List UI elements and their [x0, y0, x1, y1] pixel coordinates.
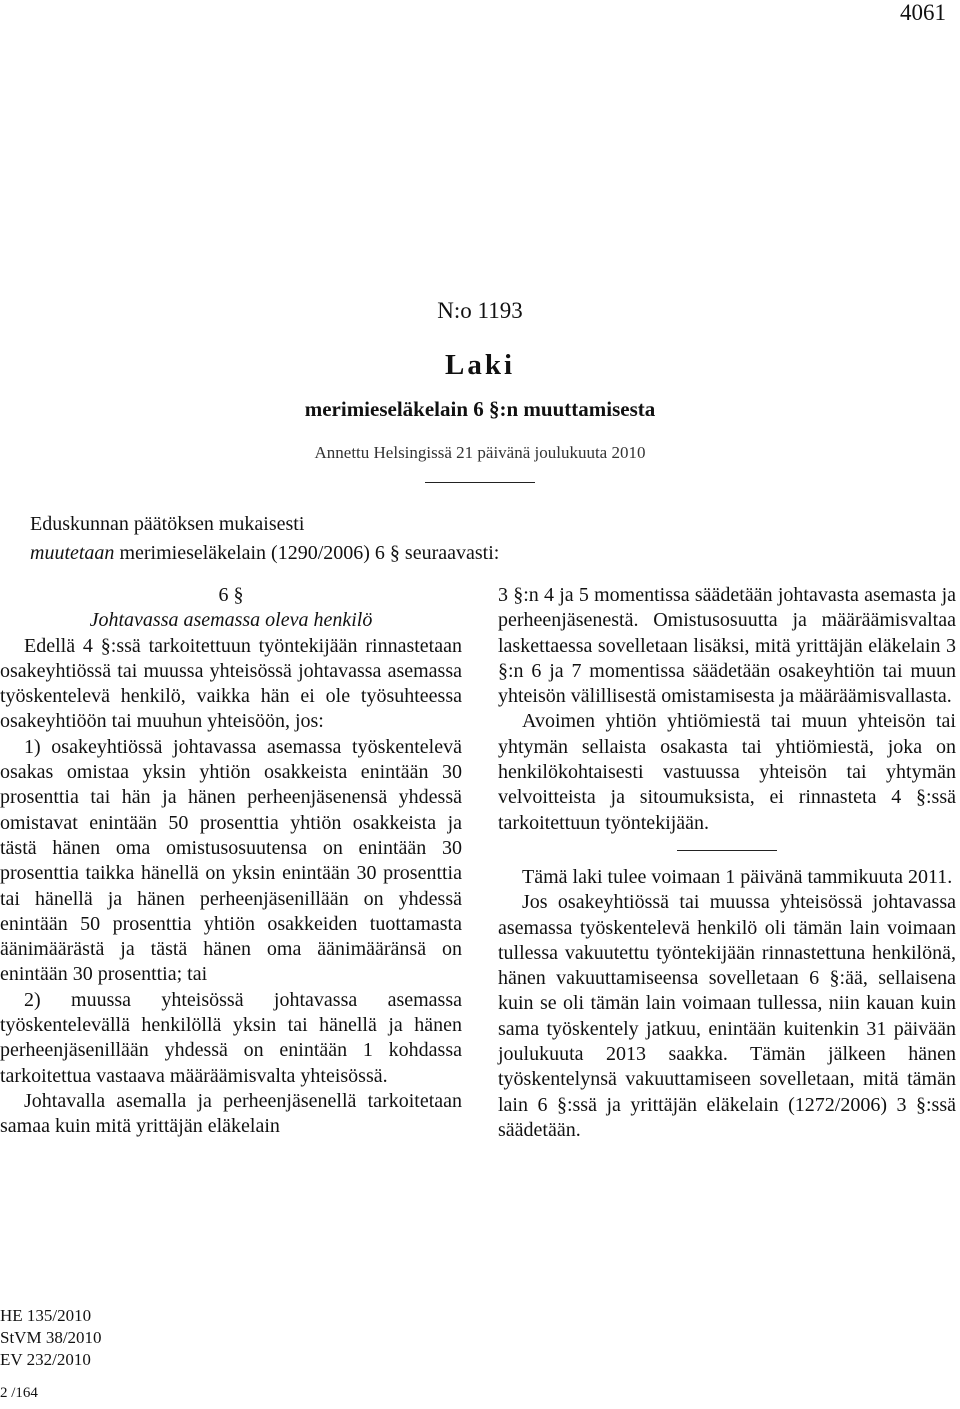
page-number: 4061: [900, 0, 946, 25]
preamble-verb: muutetaan: [30, 542, 115, 564]
section-heading: Johtavassa asemassa oleva henkilö: [89, 609, 373, 632]
right-column: [498, 583, 956, 1143]
preamble-line-2: [30, 539, 640, 568]
document-subtitle: merimieseläkelain 6 §:n muuttamisesta: [304, 397, 656, 421]
left-paragraph: Johtavalla asemalla ja perheenjäsenellä tarkoitetaan samaa kuin mitä yrittäjän eläkelain: [0, 1089, 462, 1138]
section-number: 6 §: [218, 584, 244, 606]
statute-number: N:o 1193: [437, 298, 523, 323]
entry-into-force-divider: [677, 850, 777, 851]
issued-date: Annettu Helsingissä 21 päivänä joulukuuta 2010: [314, 443, 646, 462]
title-divider: [425, 482, 535, 483]
preamble-line-1: Eduskunnan päätöksen mukaisesti: [30, 513, 305, 535]
entry-paragraph: Tämä laki tulee voimaan 1 päivänä tammikuuta 2011.: [522, 865, 953, 888]
left-column: [0, 583, 462, 1140]
left-paragraph: Edellä 4 §:ssä tarkoitettuun työntekijään rinnastetaan osakeyhtiössä tai muussa yhteisössä johtavassa asemassa työskentelevä henkilö, vaikka hän ei ole työsuhteessa osakeyhtiöön tai muuhun yhteisöön, jos:: [0, 634, 462, 733]
footer-code: 2 /164: [0, 1385, 38, 1401]
legislative-references: [0, 1305, 102, 1371]
document-title: Laki: [444, 349, 516, 381]
preamble-rest: merimieseläkelain (1290/2006) 6 § seuraavasti:: [114, 542, 500, 564]
reference-ev: EV 232/2010: [0, 1350, 91, 1369]
preamble: [30, 510, 640, 568]
left-paragraph: 2) muussa yhteisössä johtavassa asemassa työskentelevällä henkilöllä yksin tai hänellä ja hänen perheenjäsenillään yhdessä on enintään 1 kohdassa tarkoitettua vastaava määräämisvalta yhteisössä.: [0, 988, 462, 1087]
right-paragraph: 3 §:n 4 ja 5 momentissa säädetään johtavasta asemasta ja perheenjäsenestä. Omistusosuutta ja määräämisvaltaa laskettaessa sovelletaan lisäksi, mitä yrittäjän eläkelain 3 §:n 6 ja 7 momentissa säädetään osakeyhtiön tai muun yhteisön välillisestä omistamisesta ja määräämisvallasta.: [498, 584, 956, 708]
reference-stvm: StVM 38/2010: [0, 1328, 102, 1347]
entry-paragraph: Jos osakeyhtiössä tai muussa yhteisössä johtavassa asemassa työskentelevä henkilö oli tämän lain voimaan tullessa vakuutettu työntekijään rinnastettuna henkilönä, hänen vakuuttamiseensa sovelletaan 6 §:ää, sellaisena kuin se oli tämän lain voimaan tullessa, niin kauan kuin sama työskentely jatkuu, enintään kuitenkin 31 päivään joulukuuta 2013 saakka. Tämän jälkeen hänen työskentelynsä vakuuttamiseen sovelletaan, mitä tämän lain 6 §:ssä ja yrittäjän eläkelain (1272/2006) 3 §:ssä säädetään.: [498, 891, 956, 1141]
left-paragraph: 1) osakeyhtiössä johtavassa asemassa työskentelevä osakas omistaa yksin yhtiön osakkeista enintään 30 prosenttia tai hän ja hänen perheenjäsenensä yhdessä omistavat enintään 50 prosenttia yhtiön osakkeista ja tästä hänen oma omistusosuutensa on enintään 30 prosenttia taikka hänellä on yksin enintään 30 prosenttia tai hänellä ja hänen perheenjäsenillään on yhdessä enintään 50 prosenttia yhtiön osakkeiden tuottamasta äänimäärästä ja tästä hänen oma äänimääränsä on enintään 30 prosenttia; tai: [0, 735, 462, 986]
right-paragraph: Avoimen yhtiön yhtiömiestä tai muun yhteisön tai yhtymän sellaista osakasta tai yhtiömiestä, joka on henkilökohtaisesti vastuussa yhteisön tai yhtymän velvoitteista ja sitoumuksista, ei rinnasteta 4 §:ssä tarkoitettuun työntekijään.: [498, 710, 956, 834]
reference-he: HE 135/2010: [0, 1306, 92, 1325]
